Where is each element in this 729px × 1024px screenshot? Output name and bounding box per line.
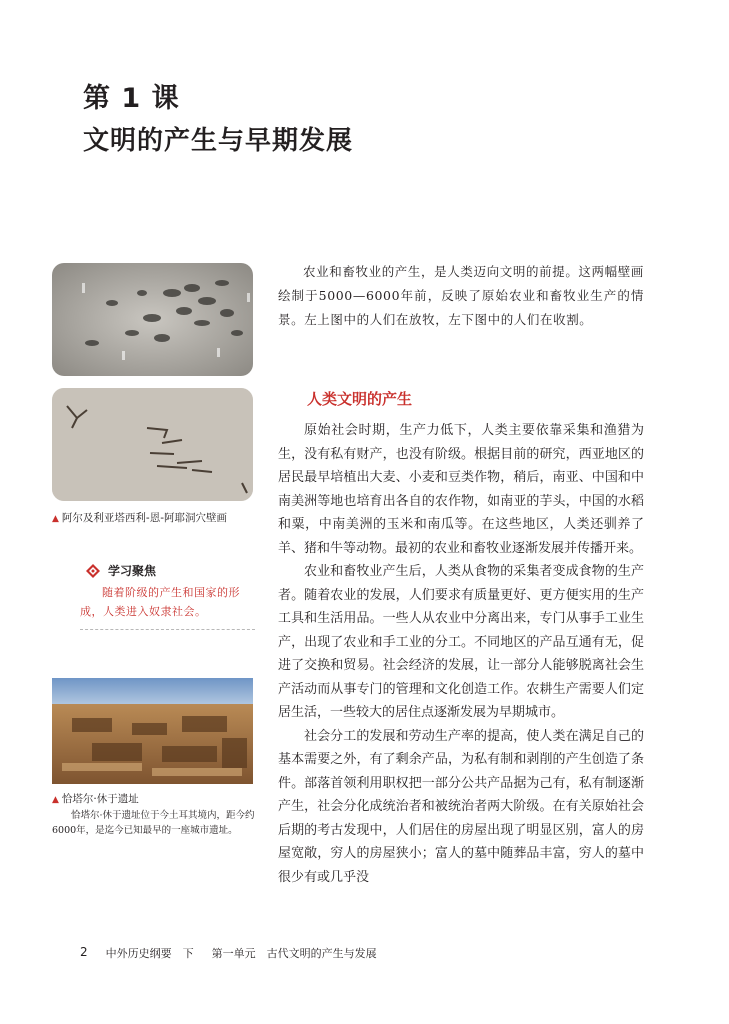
triangle-icon: ▲ [52, 795, 59, 805]
site-description: 恰塔尔·休于遗址位于今土耳其境内，距今约6000年，是迄今已知最早的一座城市遗址。 [52, 810, 255, 836]
lesson-number: 第 1 课 [83, 83, 180, 114]
body-paragraph: 农业和畜牧业产生后，人类从食物的采集者变成食物的生产者。随着农业的发展，人们要求有质量更好、更方便实用的生产工具和生活用品。一些人从农业中分离出来，专门从事手工业生产，出现了农业和手工业的分工。不同地区的产品互通有无，促进了交换和贸易。社会经济的发展，让一部分人能够脱离社会生产活动而从事专门的管理和文化创造工作。农耕生产需要人们定居生活，一些较大的居住点逐渐发展为早期城市。 [278, 564, 644, 720]
page-number: 2 [80, 945, 88, 959]
section-body [278, 419, 644, 889]
section-title: 人类文明的产生 [307, 390, 413, 408]
focus-label: 学习聚焦 [108, 564, 157, 578]
page-footer [80, 945, 377, 961]
triangle-icon: ▲ [52, 514, 59, 524]
catalhoyuk-site-image [52, 678, 253, 784]
cave-painting-herding-image [52, 263, 253, 376]
focus-text: 随着阶级的产生和国家的形成，人类进入奴隶社会。 [80, 586, 240, 618]
body-paragraph: 社会分工的发展和劳动生产率的提高，使人类在满足自己的基本需要之外，有了剩余产品，为私有制和剥削的产生创造了条件。部落首领利用职权把一部分公共产品据为己有，私有制逐渐产生，社会分化成统治者和被统治者两大阶级。在有关原始社会后期的考古发现中，人们居住的房屋出现了明显区别，富人的房屋宽敞，穷人的房屋狭小；富人的墓中随葬品丰富，穷人的墓中很少有或几乎没 [278, 728, 644, 885]
intro-paragraph: 农业和畜牧业的产生，是人类迈向文明的前提。这两幅壁画绘制于5000—6000年前，反映了原始农业和畜牧业生产的情景。左上图中的人们在放牧，左下图中的人们在收割。 [278, 264, 644, 327]
site-caption: ▲ 恰塔尔·休于遗址 [52, 793, 139, 805]
learning-focus-box [80, 562, 255, 630]
footer-unit: 第一单元 古代文明的产生与发展 [211, 947, 377, 960]
focus-diamond-icon [86, 564, 100, 578]
body-paragraph: 原始社会时期，生产力低下，人类主要依靠采集和渔猎为生，没有私有财产，也没有阶级。根据目前的研究，西亚地区的居民最早培植出大麦、小麦和豆类作物，稍后，南亚、中国和中南美洲等地也培育出各自的农作物，如南亚的芋头，中国的水稻和粟，中南美洲的玉米和南瓜等。在这些地区，人类还驯养了羊、猪和牛等动物。最初的农业和畜牧业逐渐发展并传播开来。 [278, 423, 644, 556]
cave-painting-harvest-image [52, 388, 253, 501]
cave-painting-caption: ▲ 阿尔及利亚塔西利-恩-阿耶洞穴壁画 [52, 512, 227, 524]
footer-book: 中外历史纲要 下 [105, 947, 194, 960]
lesson-title: 文明的产生与早期发展 [83, 126, 354, 156]
focus-divider [80, 629, 255, 630]
